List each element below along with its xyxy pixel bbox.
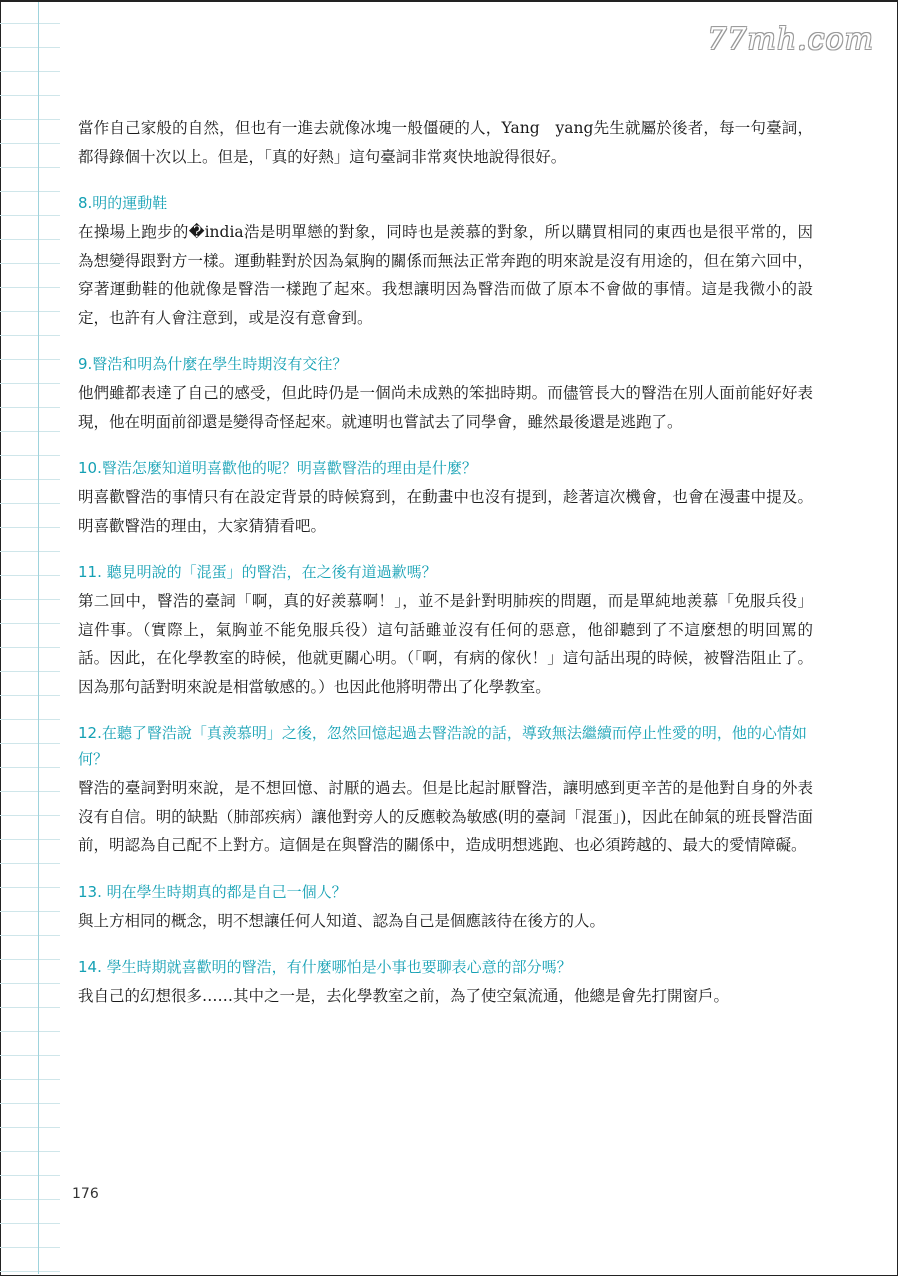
question-title: 10.瞖浩怎麼知道明喜歡他的呢？明喜歡瞖浩的理由是什麼？ (78, 459, 477, 477)
answer-paragraph: 我自己的幻想很多……其中之一是，去化學教室之前，為了使空氣流通，他總是會先打開窗戶。 (78, 987, 730, 1005)
section-10 (78, 455, 813, 540)
answer-paragraph: 在操場上跑步的�india浩是明單戀的對象，同時也是羨慕的對象，所以購買相同的東西也是很平常的，因為想變得跟對方一樣。運動鞋對於因為氣胸的關係而無法正常奔跑的明來說是沒有用途的，但在第六回中，穿著運動鞋的他就像是瞖浩一樣跑了起來。我想讓明因為瞖浩而做了原本不會做的事情。這是我微小的設定，也許有人會注意到，或是沒有意會到。 (78, 223, 813, 327)
section-9 (78, 351, 813, 436)
answer-paragraph: 瞖浩的臺詞對明來說，是不想回憶、討厭的過去。但是比起討厭瞖浩，讓明感到更辛苦的是他對自身的外表沒有自信。明的缺點（肺部疾病）讓他對旁人的反應較為敏感(明的臺詞「混蛋」)，因此在帥氣的班長瞖浩面前，明認為自己配不上對方。這個是在與瞖浩的關係中，造成明想逃跑、也必須跨越的、最大的愛情障礙。 (78, 779, 813, 854)
question-title: 13. 明在學生時期真的都是自己一個人？ (78, 882, 347, 901)
page-number: 176 (72, 1186, 99, 1202)
answer-paragraph: 明喜歡瞖浩的事情只有在設定背景的時候寫到，在動畫中也沒有提到，趁著這次機會，也會在漫畫中提及。明喜歡瞖浩的理由，大家猜猜看吧。 (78, 488, 813, 535)
section-8 (78, 190, 813, 332)
question-title: 11. 聽見明說的「混蛋」的瞖浩，在之後有道過歉嗎？ (78, 563, 437, 581)
watermark: 77mh.com (707, 22, 874, 57)
answer-paragraph: 他們雖都表達了自己的感受，但此時仍是一個尚未成熟的笨拙時期。而儘管長大的瞖浩在別人面前能好好表現，他在明面前卻還是變得奇怪起來。就連明也嘗試去了同學會，雖然最後還是逃跑了。 (78, 384, 813, 431)
question-title: 8.明的運動鞋 (78, 194, 168, 212)
section-14 (78, 954, 813, 1011)
question-title: 12.在聽了瞖浩說「真羨慕明」之後，忽然回憶起過去瞖浩說的話，導致無法繼續而停止性愛的明，他的心情如何？ (78, 724, 807, 768)
page-content (78, 114, 813, 1011)
section-11 (78, 559, 813, 701)
section-12 (78, 720, 813, 860)
question-title: 14. 學生時期就喜歡明的瞖浩，有什麼哪怕是小事也要聊表心意的部分嗎？ (78, 958, 572, 976)
section-13 (78, 879, 813, 936)
notebook-rule-lines (0, 0, 60, 1278)
question-title: 9.瞖浩和明為什麼在學生時期沒有交往？ (78, 355, 348, 373)
notebook-margin-line (38, 2, 39, 1274)
answer-paragraph: 與上方相同的概念，明不想讓任何人知道、認為自己是個應該待在後方的人。 (78, 911, 606, 930)
answer-paragraph: 第二回中，瞖浩的臺詞「啊，真的好羨慕啊！」，並不是針對明肺疾的問題，而是單純地羨慕「免服兵役」這件事。（實際上，氣胸並不能免服兵役）這句話雖並沒有任何的惡意，他卻聽到了不這麼想的明回罵的話。因此，在化學教室的時候，他就更關心明。（「啊，有病的傢伙！」這句話出現的時候，被瞖浩阻止了。因為那句話對明來說是相當敏感的。）也因此他將明帶出了化學教室。 (78, 592, 813, 696)
intro-paragraph: 當作自己家般的自然，但也有一進去就像冰塊一般僵硬的人，Yang yang先生就屬於後者，每一句臺詞，都得錄個十次以上。但是，「真的好熱」這句臺詞非常爽快地說得很好。 (78, 119, 813, 166)
